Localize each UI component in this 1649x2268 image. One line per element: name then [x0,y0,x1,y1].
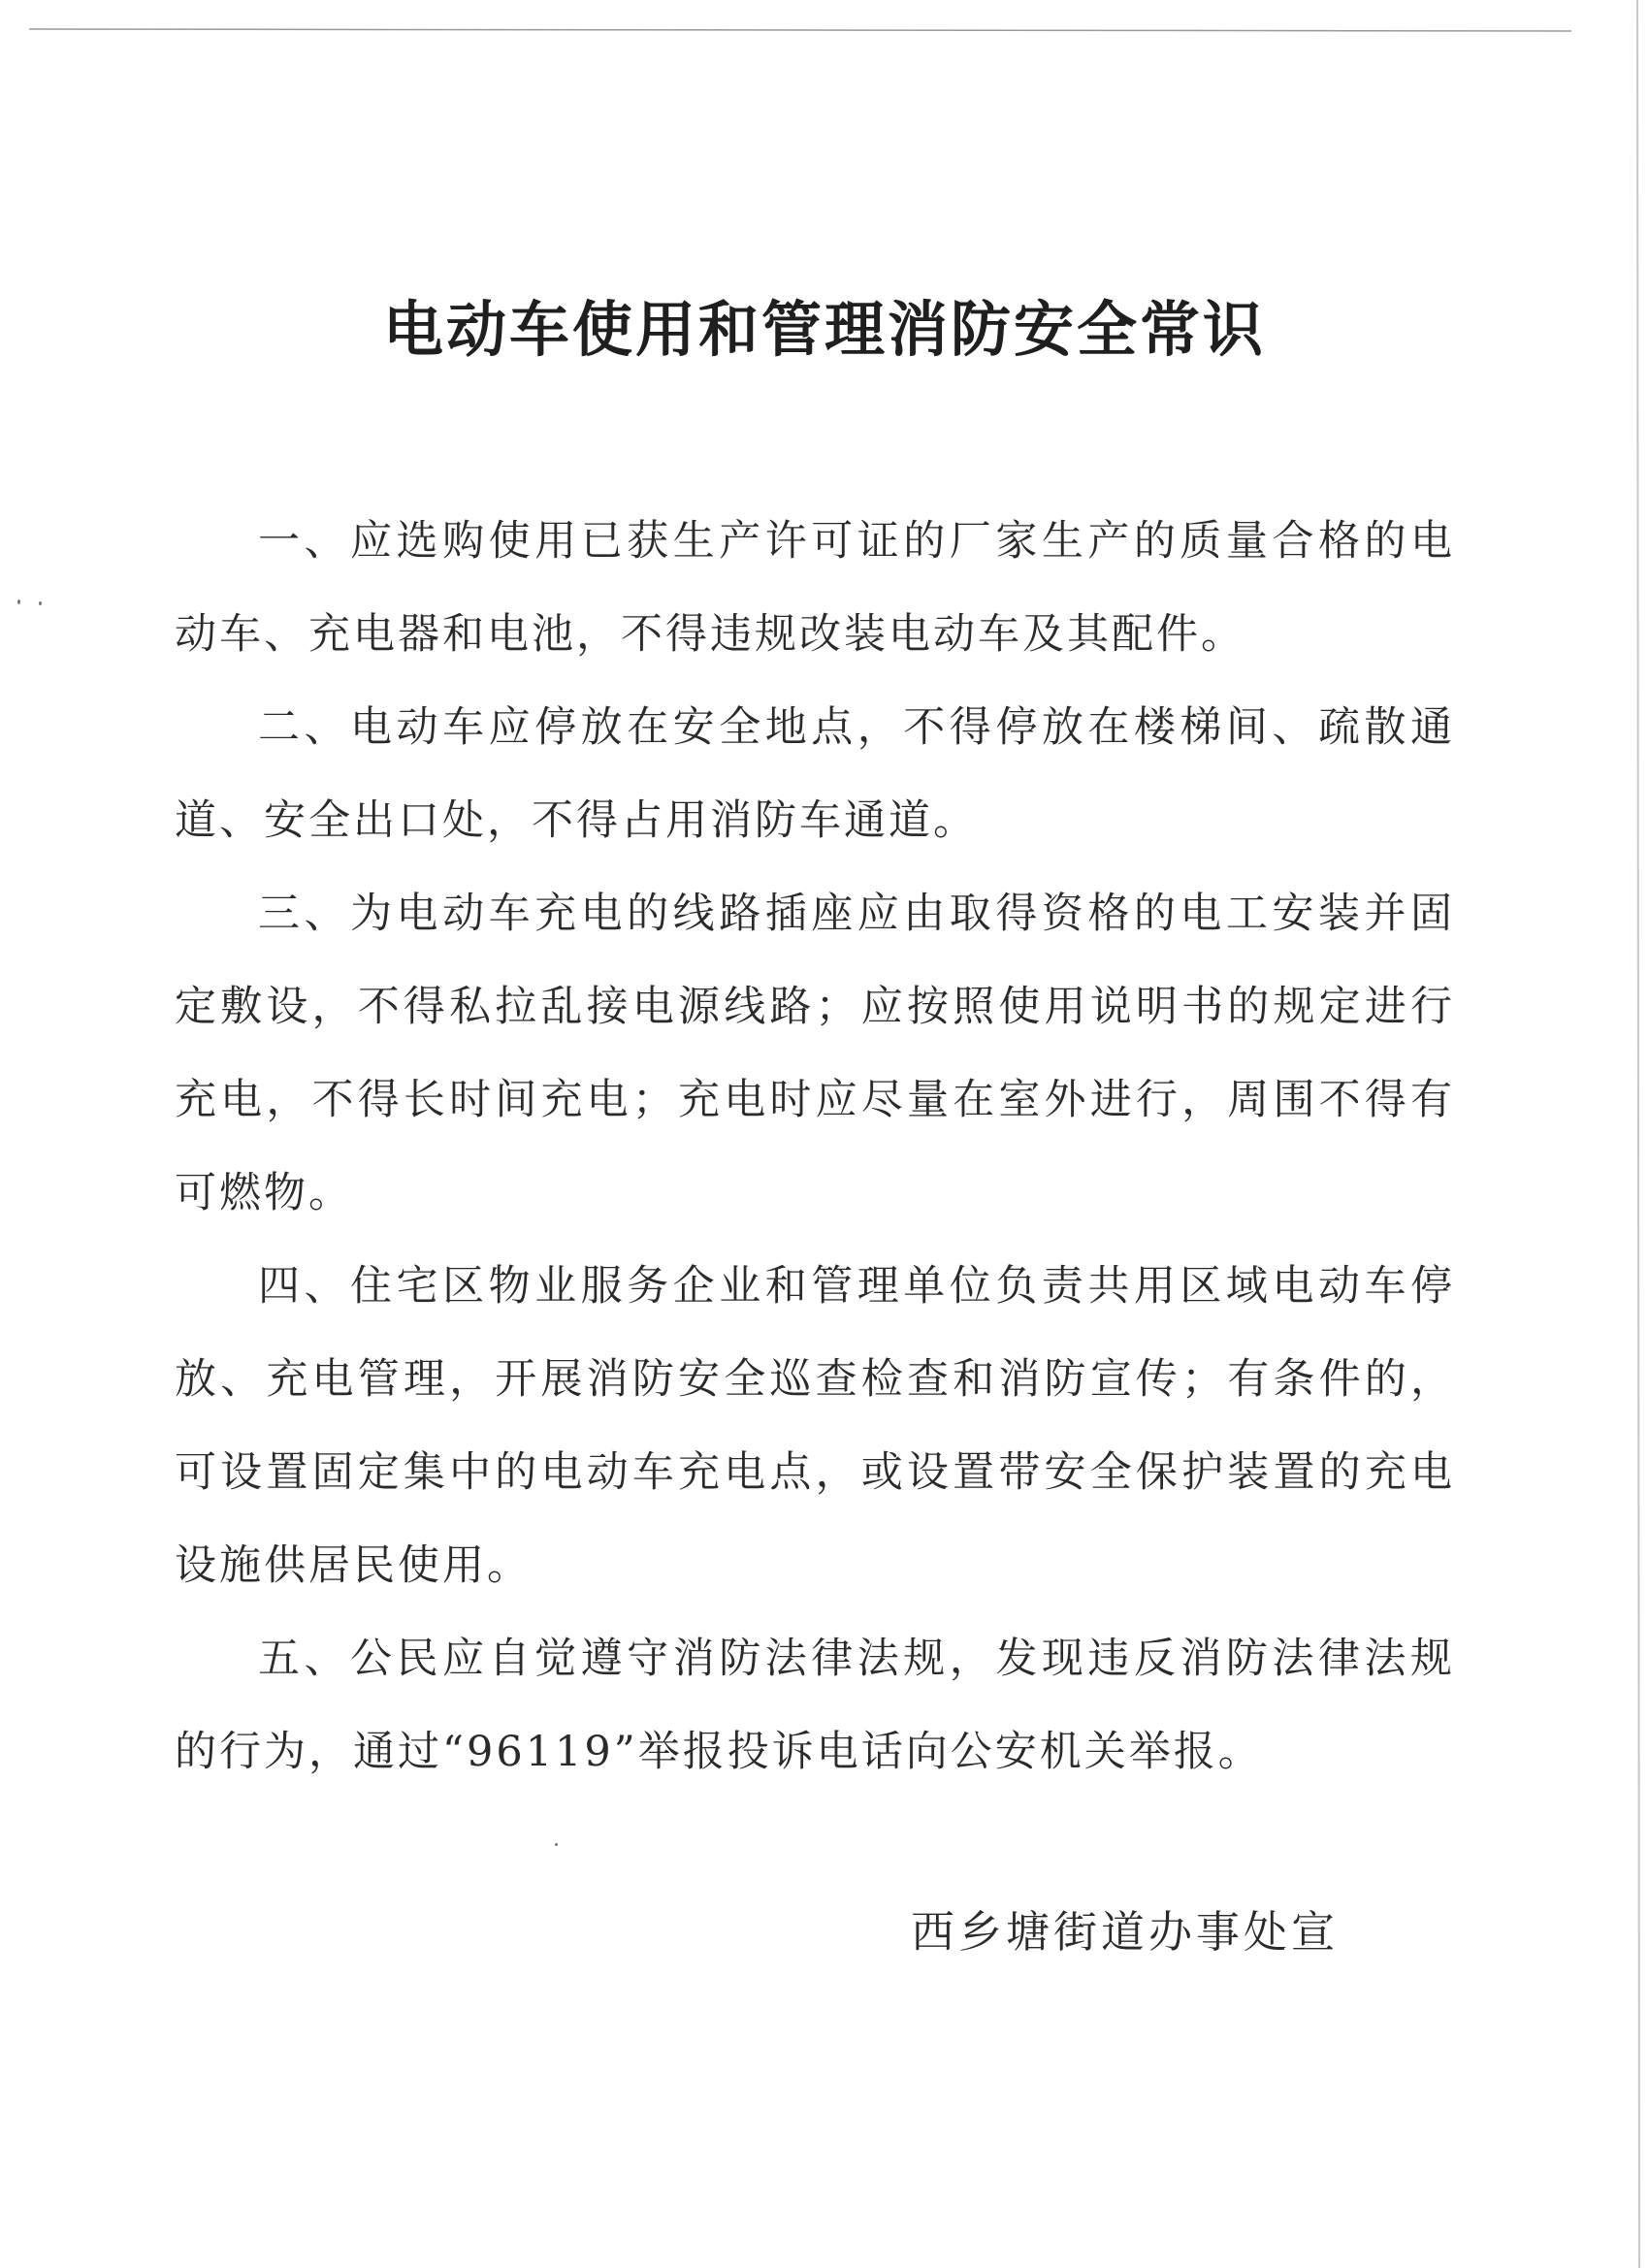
scan-speck [555,1843,558,1846]
paragraph-3: 三、为电动车充电的线路插座应由取得资格的电工安装并固定敷设，不得私拉乱接电源线路；应按照使用说明书的规定进行充电，不得长时间充电；充电时应尽量在室外进行，周围不得有可燃物。 [175,890,1455,1217]
issuer-signature: 西乡塘街道办事处宣 [910,1906,1339,1958]
document-title: 电动车使用和管理消防安全常识 [382,294,1266,365]
scan-speck [17,599,20,604]
paragraph-4: 四、住宅区物业服务企业和管理单位负责共用区域电动车停放、充电管理，开展消防安全巡查检查和消防宣传；有条件的，可设置固定集中的电动车充电点，或设置带安全保护装置的充电设施供居民使用。 [175,1262,1455,1590]
paragraph-1: 一、应选购使用已获生产许可证的厂家生产的质量合格的电动车、充电器和电池，不得违规改装电动车及其配件。 [175,517,1455,659]
paragraph-2: 二、电动车应停放在安全地点，不得停放在楼梯间、疏散通道、安全出口处，不得占用消防车通道。 [175,703,1455,845]
document-body [175,495,1455,1798]
paragraph-5: 五、公民应自觉遵守消防法律法规，发现违反消防法律法规的行为，通过“96119”举报投诉电话向公安机关举报。 [175,1635,1455,1776]
scan-speck [39,601,42,605]
